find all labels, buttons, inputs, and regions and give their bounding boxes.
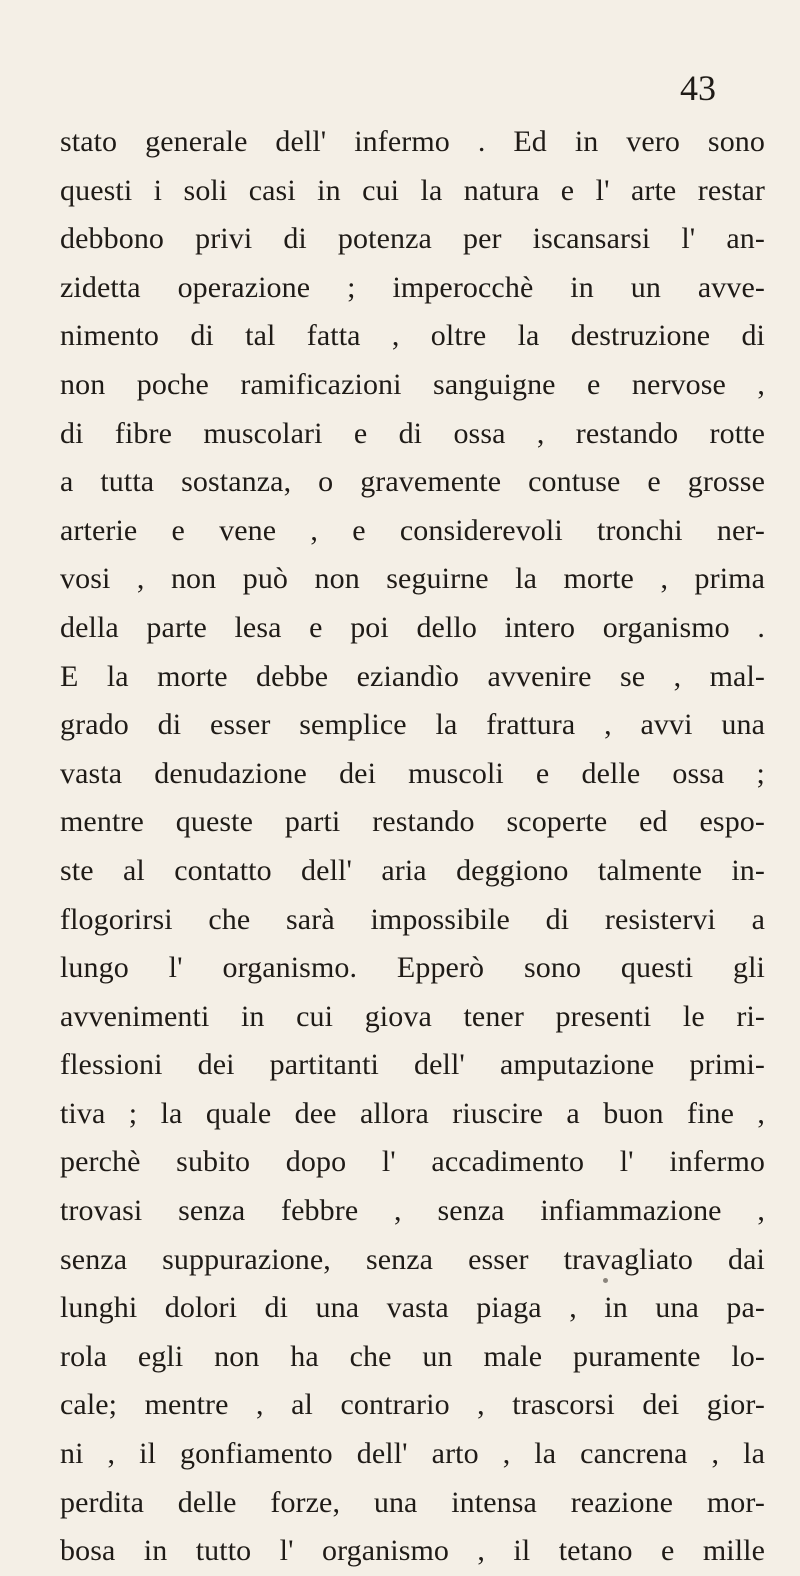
text-line: ni , il gonfiamento dell' arto , la cancrena , la: [60, 1437, 765, 1471]
text-line: E la morte debbe eziandìo avvenire se , mal-: [60, 659, 765, 693]
body-text: [60, 118, 765, 1576]
text-line: rola egli non ha che un male puramente lo-: [60, 1339, 765, 1373]
text-line: grado di esser semplice la frattura , avvi una: [60, 708, 765, 742]
text-line: lungo l' organismo. Epperò sono questi gli: [60, 951, 765, 985]
text-line: questi i soli casi in cui la natura e l' arte restar: [60, 173, 765, 207]
text-line: di fibre muscolari e di ossa , restando rotte: [60, 416, 765, 450]
text-line: tiva ; la quale dee allora riuscire a buon fine ,: [60, 1096, 765, 1130]
ink-speck: [603, 1278, 608, 1283]
text-line: della parte lesa e poi dello intero organismo .: [60, 610, 765, 644]
text-line: lunghi dolori di una vasta piaga , in una pa-: [60, 1291, 765, 1325]
text-line: ste al contatto dell' aria deggiono talmente in-: [60, 853, 765, 887]
text-line: senza suppurazione, senza esser travagliato dai: [60, 1242, 765, 1276]
text-line: trovasi senza febbre , senza infiammazione ,: [60, 1194, 765, 1228]
text-line: debbono privi di potenza per iscansarsi l' an-: [60, 222, 765, 256]
text-line: stato generale dell' infermo . Ed in vero sono: [60, 125, 765, 158]
text-line: vasta denudazione dei muscoli e delle ossa ;: [60, 756, 765, 790]
text-line: vosi , non può non seguirne la morte , prima: [60, 562, 765, 596]
text-line: flessioni dei partitanti dell' amputazione primi-: [60, 1048, 765, 1082]
text-line: perdita delle forze, una intensa reazione mor-: [60, 1485, 765, 1519]
text-line: arterie e vene , e considerevoli tronchi ner-: [60, 513, 765, 547]
text-line: non poche ramificazioni sanguigne e nervose ,: [60, 367, 765, 401]
page-number: 43: [680, 68, 716, 108]
text-line: perchè subito dopo l' accadimento l' infermo: [60, 1145, 765, 1179]
text-line: flogorirsi che sarà impossibile di resistervi a: [60, 902, 765, 936]
text-line: bosa in tutto l' organismo , il tetano e mille: [60, 1534, 765, 1568]
text-line: a tutta sostanza, o gravemente contuse e grosse: [60, 465, 765, 499]
text-line: zidetta operazione ; imperocchè in un avve-: [60, 270, 765, 304]
text-line: cale; mentre , al contrario , trascorsi dei gior-: [60, 1388, 765, 1422]
text-line: nimento di tal fatta , oltre la destruzione di: [60, 319, 765, 353]
text-line: avvenimenti in cui giova tener presenti le ri-: [60, 999, 765, 1033]
text-line: mentre queste parti restando scoperte ed espo-: [60, 805, 765, 839]
